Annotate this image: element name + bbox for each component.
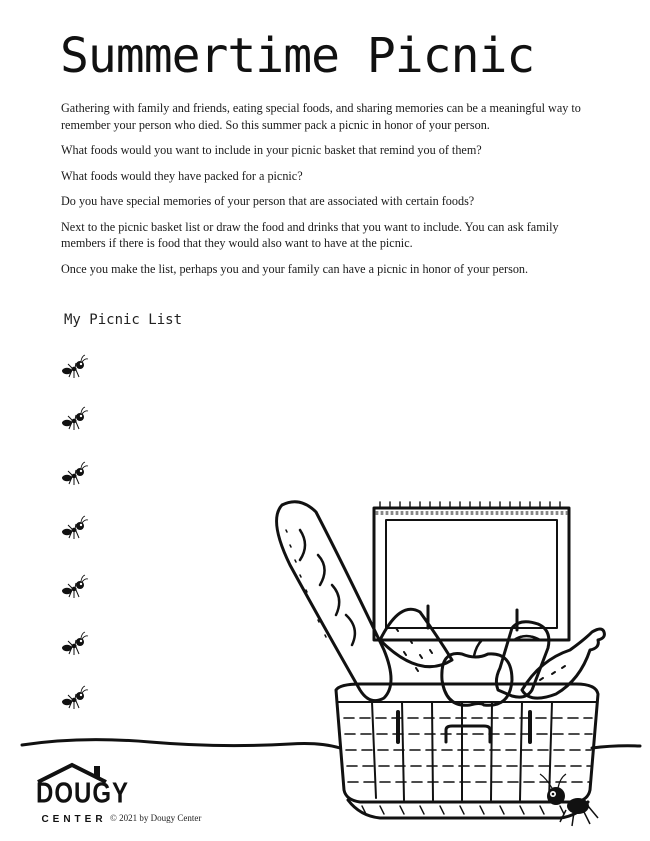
paragraph: Once you make the list, perhaps you and your family can have a picnic in honor of your person. [61,261,529,276]
logo-subtext: CENTER [41,814,107,825]
page-title: Summertime Picnic [60,28,535,84]
logo-wordmark: DOUGY [36,777,130,810]
paragraph: Next to the picnic basket list or draw the food and drinks that you want to include. You can ask family members if there is food that they would also want to have at the picnic. [61,219,559,250]
paragraph: Do you have special memories of your person that are associated with certain foods? [61,194,475,208]
paragraph: What foods would you want to include in your picnic basket that remind you of them? [61,143,482,157]
paragraph: Gathering with family and friends, eating special foods, and sharing memories can be a meaningful way to remember your person who died. So this summer pack a picnic in honor of your person. [61,101,581,132]
dougy-center-logo [36,762,130,830]
list-heading: My Picnic List [64,312,183,328]
paragraph: What foods would they have packed for a picnic? [61,168,303,183]
copyright-notice: © 2021 by Dougy Center [110,813,202,823]
